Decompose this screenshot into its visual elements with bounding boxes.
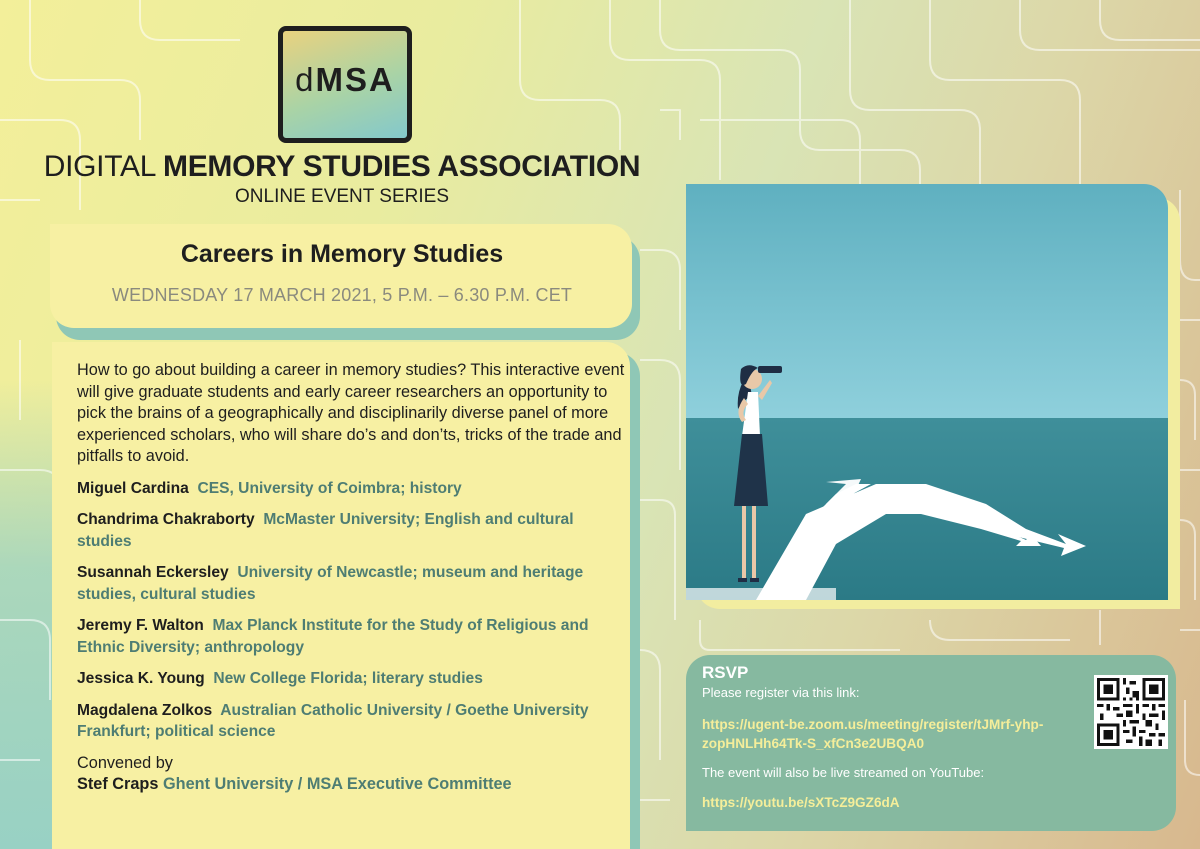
logo-main: MSA [315,61,395,98]
speaker-entry [77,700,627,743]
speaker-name: Miguel Cardina [77,479,189,497]
youtube-link[interactable]: https://youtu.be/sXTcZ9GZ6dA [702,795,900,810]
speaker-affiliation: CES, University of Coimbra; history [197,479,462,497]
rsvp-heading: RSVP [702,663,749,682]
speaker-affiliation: Australian Catholic University / Goethe University Frankfurt; political science [77,701,589,740]
event-date: WEDNESDAY 17 MARCH 2021, 5 P.M. – 6.30 P.M. CET [111,285,573,305]
logo-wordmark [283,61,407,99]
series-subtitle: ONLINE EVENT SERIES [235,186,449,207]
rsvp-panel [686,655,1176,831]
event-description: How to go about building a career in memory studies? This interactive event will give graduate students and early career researchers an opportunity to pick the brains of a geographically and disciplinarily diverse panel of more experienced scholars, who will share do’s and don’ts, tricks of the trade and pitfalls to avoid. [77,361,625,465]
title-bold: MEMORY STUDIES ASSOCIATION [163,150,641,183]
speaker-entry [77,615,627,658]
speaker-affiliation: McMaster University; English and cultural studies [77,511,574,550]
registration-link[interactable]: https://ugent-be.zoom.us/meeting/register/tJMrf-yhp-zopHNLHh64Tk-S_xfCn3e2UBQA0 [702,717,1044,751]
speaker-name: Jeremy F. Walton [77,617,204,634]
qr-code-icon[interactable] [1094,675,1168,749]
speaker-name: Susannah Eckersley [77,564,229,581]
convener-affiliation: Ghent University / MSA Executive Committee [162,774,512,793]
dmsa-logo [278,26,412,143]
speaker-name: Chandrima Chakraborty [77,511,255,528]
convener-label: Convened by [77,753,173,772]
association-title [0,150,684,184]
event-content [77,360,627,795]
speaker-name: Magdalena Zolkos [77,701,213,719]
register-text: Please register via this link: [702,685,860,700]
telescope-woman-illustration [686,184,1168,600]
speaker-affiliation: Max Planck Institute for the Study of Religious and Ethnic Diversity; anthropology [77,617,589,656]
title-light: DIGITAL [43,150,164,183]
logo-prefix: d [295,61,316,98]
speaker-entry [77,478,627,500]
stream-text: The event will also be live streamed on YouTube: [702,765,985,780]
speaker-entry [77,509,627,552]
convener-name: Stef Craps [77,774,159,793]
speaker-entry [77,562,627,605]
speaker-affiliation: New College Florida; literary studies [213,670,483,687]
speaker-affiliation: University of Newcastle; museum and heritage studies, cultural studies [77,564,584,603]
event-title: Careers in Memory Studies [180,240,504,268]
speaker-name: Jessica K. Young [77,670,205,687]
convener-block [77,753,627,795]
speaker-entry [77,668,627,690]
